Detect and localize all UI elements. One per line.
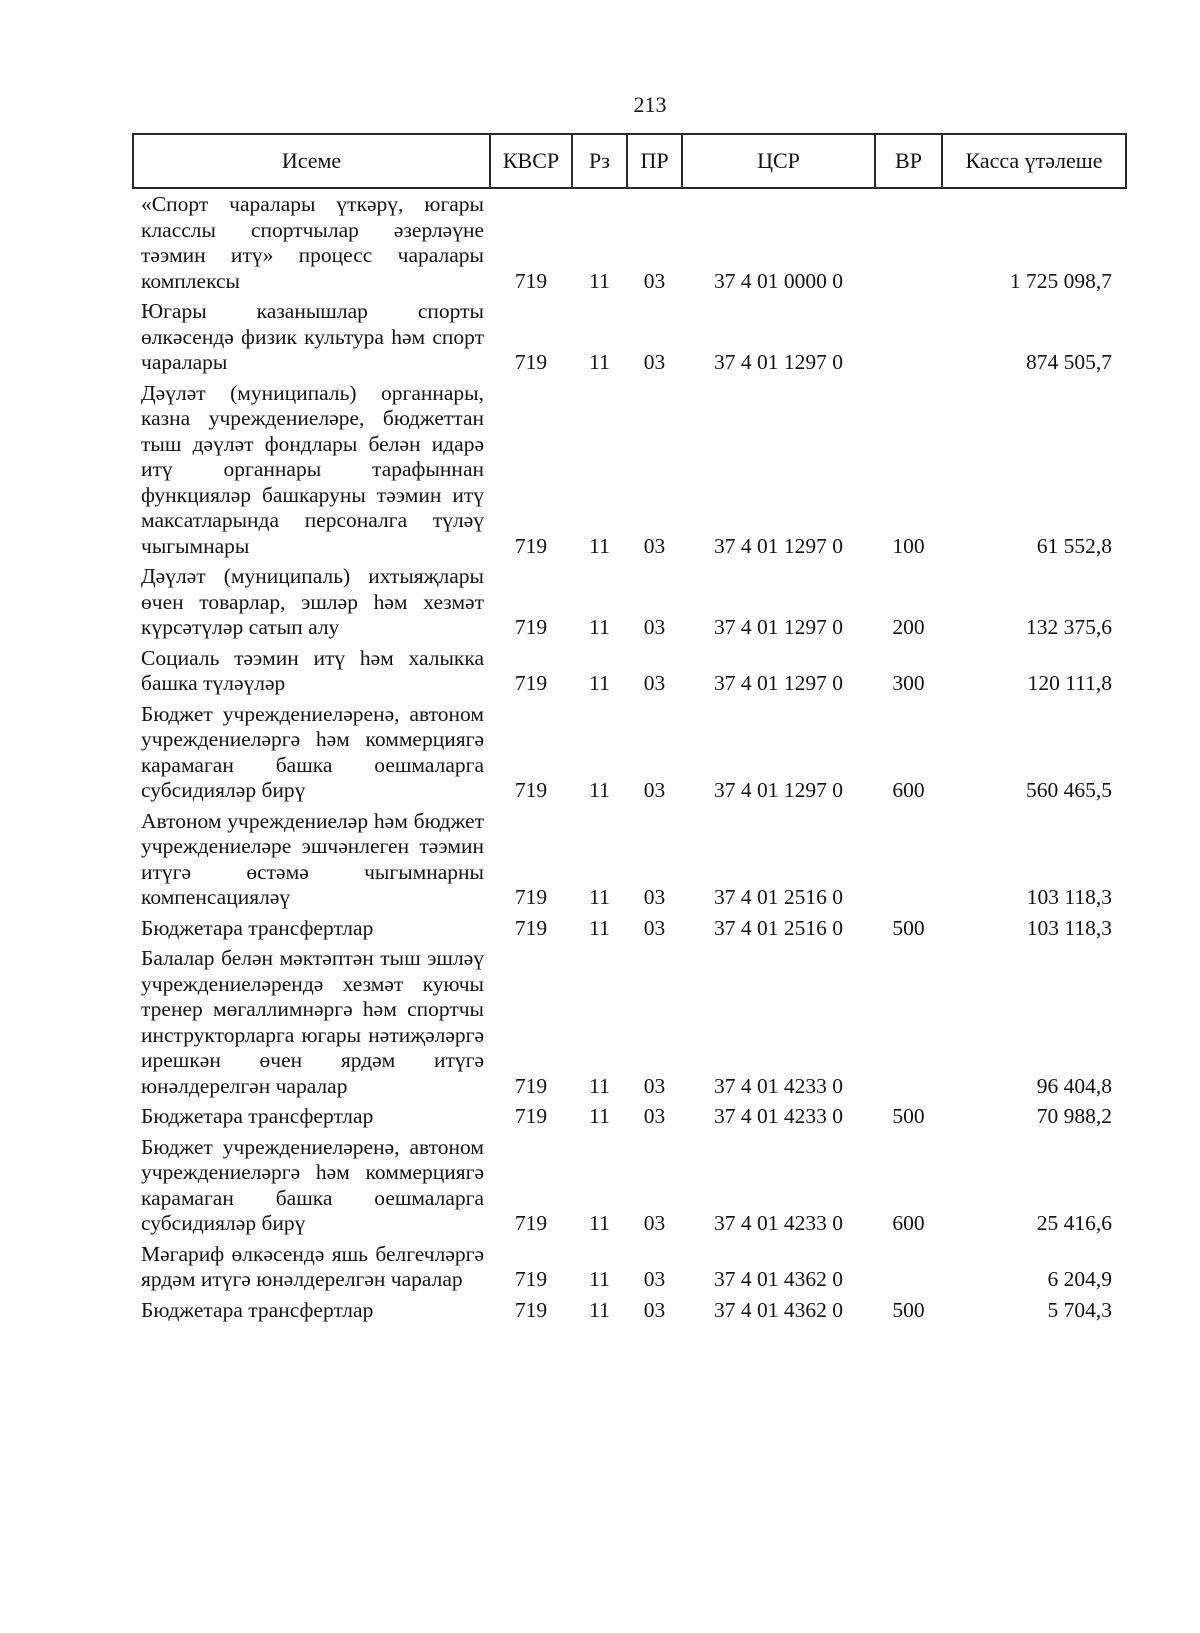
row-pr-cell: 03 [643,1297,666,1322]
row-kvsr-cell: 719 [514,615,548,639]
header-vr: ВР [875,134,942,188]
row-pr-cell: 03 [643,1073,666,1098]
row-pr-cell: 03 [643,885,666,909]
row-vr-cell [875,1240,942,1296]
table-row [133,1240,1126,1296]
row-vr-cell: 600 [892,1211,925,1235]
row-csr-cell: 37 4 01 1297 0 [714,533,843,558]
row-csr-cell: 37 4 01 1297 0 [714,671,843,695]
row-csr-cell: 37 4 01 1297 0 [714,615,843,639]
row-name-cell: Бюджетара трансфертлар [141,1297,374,1322]
row-csr-cell: 37 4 01 4233 0 [714,1211,843,1235]
table-row [133,944,1126,1102]
table-row [133,914,1126,945]
header-name: Исеме [133,134,490,188]
row-name-cell: Мәгариф өлкәсендә яшь белгечләргә ярдәм итүгә юнәлдерелгән чаралар [141,1241,484,1291]
header-csr: ЦСР [682,134,875,188]
row-sum-cell: 5 704,3 [1047,1297,1112,1322]
row-rz-cell: 11 [589,1267,610,1291]
row-name-cell: Югары казанышлар спорты өлкәсендә физик культура һәм спорт чаралары [141,299,484,374]
row-kvsr-cell: 719 [514,1267,548,1291]
row-vr-cell [875,807,942,914]
row-name-cell: Бюджетара трансфертлар [141,915,374,940]
row-name-cell: Бюджет учреждениеләренә, автоном учреждениеләргә һәм коммерциягә карамаган башка оешмаларга субсидияләр бирү [141,1134,484,1235]
table-row [133,379,1126,563]
row-vr-cell: 300 [892,671,925,695]
row-sum-cell: 132 375,6 [1026,615,1112,639]
row-sum-cell: 874 505,7 [1026,350,1112,374]
table-row [133,562,1126,644]
row-pr-cell: 03 [643,671,666,695]
row-csr-cell: 37 4 01 4233 0 [714,1073,843,1098]
row-csr-cell: 37 4 01 4362 0 [714,1297,843,1322]
row-vr-cell: 600 [892,778,925,802]
table-row [133,297,1126,379]
row-rz-cell: 11 [589,533,610,558]
row-kvsr-cell: 719 [514,533,548,558]
table-row [133,188,1126,297]
row-pr-cell: 03 [643,615,666,639]
table-row [133,1102,1126,1133]
row-kvsr-cell: 719 [514,268,548,293]
row-pr-cell: 03 [643,778,666,802]
row-kvsr-cell: 719 [514,778,548,802]
row-kvsr-cell: 719 [514,1073,548,1098]
row-sum-cell: 103 118,3 [1026,915,1112,940]
row-sum-cell: 120 111,8 [1027,671,1112,695]
row-kvsr-cell: 719 [514,1211,548,1235]
row-pr-cell: 03 [643,1211,666,1235]
row-rz-cell: 11 [589,350,610,374]
row-rz-cell: 11 [589,778,610,802]
row-kvsr-cell: 719 [514,671,548,695]
row-vr-cell: 500 [892,1104,925,1128]
row-name-cell: Социаль тәэмин итү һәм халыкка башка түләүләр [141,645,484,695]
row-kvsr-cell: 719 [514,350,548,374]
row-rz-cell: 11 [589,915,610,940]
row-sum-cell: 6 204,9 [1047,1267,1112,1291]
header-rz: Рз [572,134,627,188]
row-csr-cell: 37 4 01 2516 0 [714,885,843,909]
row-kvsr-cell: 719 [514,915,548,940]
header-pr: ПР [627,134,682,188]
row-sum-cell: 96 404,8 [1036,1073,1112,1098]
row-kvsr-cell: 719 [514,1104,548,1128]
row-pr-cell: 03 [643,533,666,558]
row-name-cell: Бюджетара трансфертлар [141,1104,374,1128]
table-row [133,1133,1126,1240]
row-name-cell: Автоном учреждениеләр һәм бюджет учреждениеләре эшчәнлеген тәэмин итүгә өстәмә чыгымнарны компенсацияләү [141,808,484,909]
budget-table [132,133,1127,1326]
row-csr-cell: 37 4 01 4362 0 [714,1267,843,1291]
row-name-cell: «Спорт чаралары үткәрү, югары класслы спортчылар әзерләүне тәэмин итү» процесс чаралары комплексы [141,192,484,293]
row-pr-cell: 03 [643,268,666,293]
row-kvsr-cell: 719 [514,1297,548,1322]
row-vr-cell: 500 [892,915,925,940]
row-pr-cell: 03 [643,915,666,940]
table-row [133,700,1126,807]
row-name-cell: Балалар белән мәктәптән тыш эшләү учреждениеләрендә хезмәт куючы тренер мөгаллимнәргә һәм спортчы инструкторларга югары нәтиҗәләргә ирешкән өчен ярдәм итүгә юнәлдерелгән чаралар [141,946,484,1098]
row-rz-cell: 11 [589,671,610,695]
row-vr-cell [875,944,942,1102]
row-name-cell: Дәүләт (муниципаль) органнары, казна учреждениеләре, бюджеттан тыш дәүләт фондлары белән идарә итү органнары тарафыннан функцияләр башкаруны тәэмин итү максатларында персоналга түләү чыгымнары [141,380,484,558]
row-pr-cell: 03 [643,1104,666,1128]
row-csr-cell: 37 4 01 2516 0 [714,915,843,940]
header-sum: Касса үтәлеше [942,134,1126,188]
table-row [133,644,1126,700]
row-vr-cell [875,188,942,297]
row-sum-cell: 1 725 098,7 [1009,268,1112,293]
row-vr-cell: 100 [892,533,925,558]
row-name-cell: Дәүләт (муниципаль) ихтыяҗлары өчен товарлар, эшләр һәм хезмәт күрсәтүләр сатып алу [141,564,484,639]
header-kvsr: КВСР [490,134,572,188]
row-sum-cell: 560 465,5 [1026,778,1112,802]
row-sum-cell: 70 988,2 [1036,1104,1112,1128]
table-header [133,134,1126,188]
row-sum-cell: 103 118,3 [1026,885,1112,909]
row-vr-cell: 200 [892,615,925,639]
row-csr-cell: 37 4 01 4233 0 [714,1104,843,1128]
row-sum-cell: 61 552,8 [1036,533,1112,558]
row-rz-cell: 11 [589,1073,610,1098]
row-kvsr-cell: 719 [514,885,548,909]
table-row [133,1296,1126,1327]
row-rz-cell: 11 [589,1211,610,1235]
row-rz-cell: 11 [589,885,610,909]
row-csr-cell: 37 4 01 0000 0 [714,268,843,293]
row-pr-cell: 03 [643,350,666,374]
row-rz-cell: 11 [589,615,610,639]
row-csr-cell: 37 4 01 1297 0 [714,350,843,374]
row-rz-cell: 11 [589,268,610,293]
row-pr-cell: 03 [643,1267,666,1291]
row-rz-cell: 11 [589,1104,610,1128]
row-sum-cell: 25 416,6 [1036,1211,1112,1235]
row-vr-cell: 500 [892,1297,925,1322]
row-name-cell: Бюджет учреждениеләренә, автоном учреждениеләргә һәм коммерциягә карамаган башка оешмаларга субсидияләр бирү [141,701,484,802]
page-number: 213 [633,92,667,117]
table-body [133,188,1126,1326]
row-rz-cell: 11 [589,1297,610,1322]
table-row [133,807,1126,914]
row-csr-cell: 37 4 01 1297 0 [714,778,843,802]
row-vr-cell [875,297,942,379]
